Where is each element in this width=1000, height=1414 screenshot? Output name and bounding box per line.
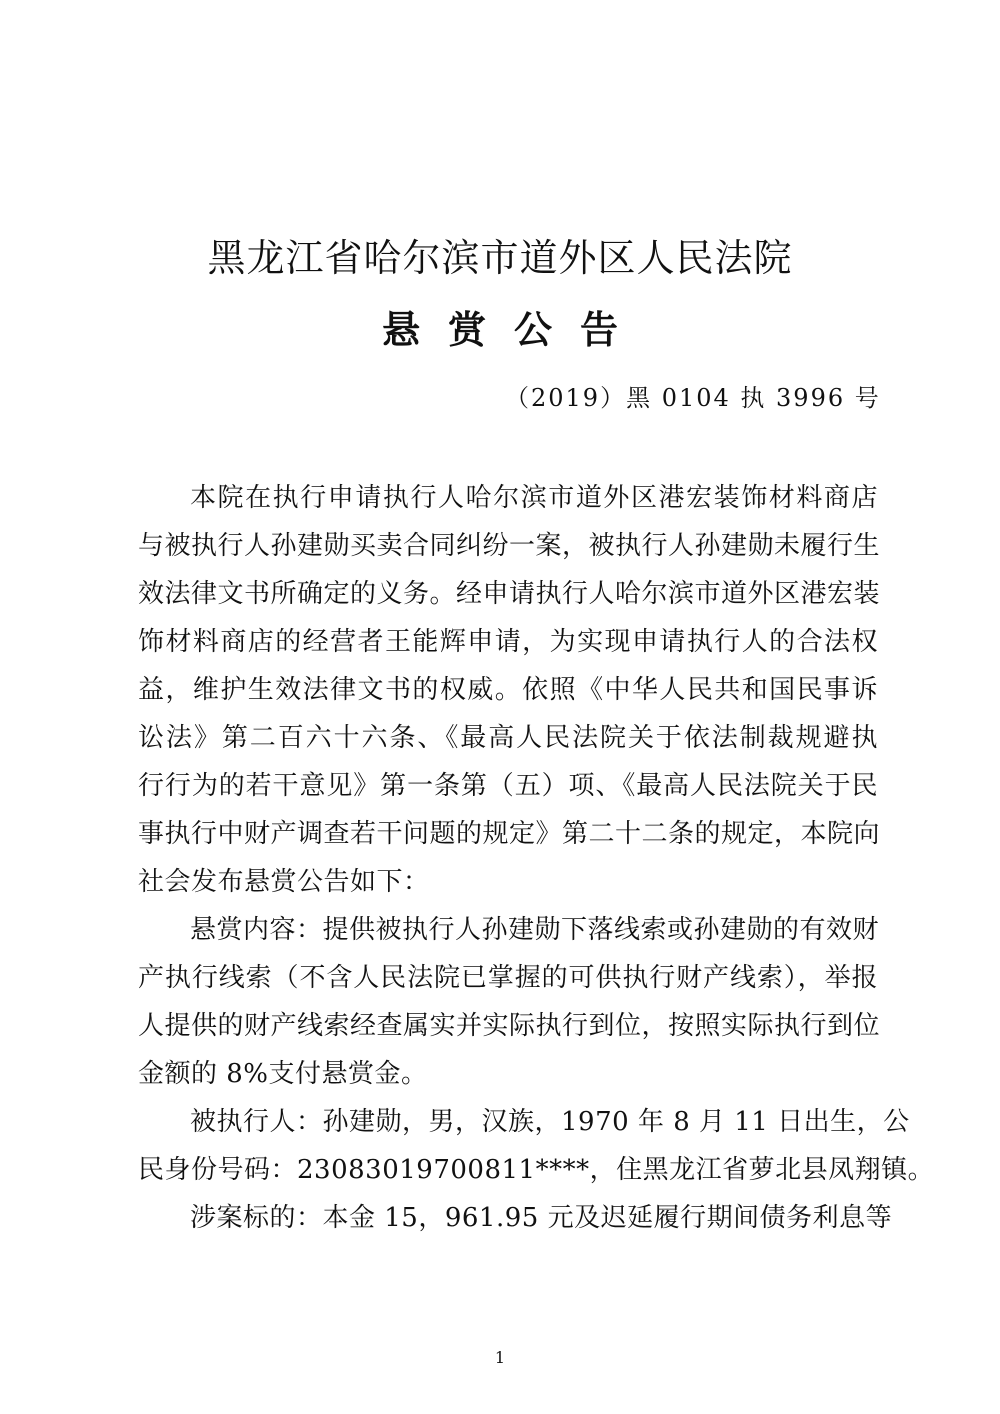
case-number: （2019）黑 0104 执 3996 号: [505, 384, 881, 412]
body-line: 饰材料商店的经营者王能辉申请，为实现申请执行人的合法权: [138, 627, 878, 657]
body-line: 与被执行人孙建勋买卖合同纠纷一案，被执行人孙建勋未履行生: [138, 531, 881, 561]
notice-body: [138, 474, 935, 1242]
body-line: 社会发布悬赏公告如下：: [138, 867, 430, 897]
body-line: 益，维护生效法律文书的权威。依照《中华人民共和国民事诉: [138, 675, 878, 705]
body-line: 本院在执行申请执行人哈尔滨市道外区港宏装饰材料商店: [190, 483, 878, 513]
reward-content-line: 产执行线索（不含人民法院已掌握的可供执行财产线索），举报: [138, 963, 878, 993]
page-number: 1: [494, 1348, 506, 1367]
court-name: 黑龙江省哈尔滨市道外区人民法院: [207, 236, 793, 281]
body-line: 效法律文书所确定的义务。经申请执行人哈尔滨市道外区港宏装: [138, 579, 881, 609]
reward-content-line: 悬赏内容：提供被执行人孙建勋下落线索或孙建勋的有效财: [190, 915, 880, 945]
notice-title: 悬赏公告: [381, 307, 646, 352]
reward-content-line: 人提供的财产线索经查属实并实际执行到位，按照实际执行到位: [138, 1011, 881, 1041]
body-line: 事执行中财产调查若干问题的规定》第二十二条的规定，本院向: [138, 819, 881, 849]
body-line: 讼法》第二百六十六条、《最高人民法院关于依法制裁规避执: [138, 723, 878, 753]
respondent-line: 被执行人：孙建勋，男，汉族，1970 年 8 月 11 日出生，公: [190, 1107, 910, 1137]
case-subject-line: 涉案标的：本金 15，961.95 元及迟延履行期间债务利息等: [190, 1203, 893, 1233]
respondent-line: 民身份号码：23083019700811****，住黑龙江省萝北县凤翔镇。: [138, 1155, 935, 1185]
body-line: 行行为的若干意见》第一条第（五）项、《最高人民法院关于民: [138, 771, 878, 801]
reward-content-line: 金额的 8%支付悬赏金。: [138, 1059, 428, 1089]
